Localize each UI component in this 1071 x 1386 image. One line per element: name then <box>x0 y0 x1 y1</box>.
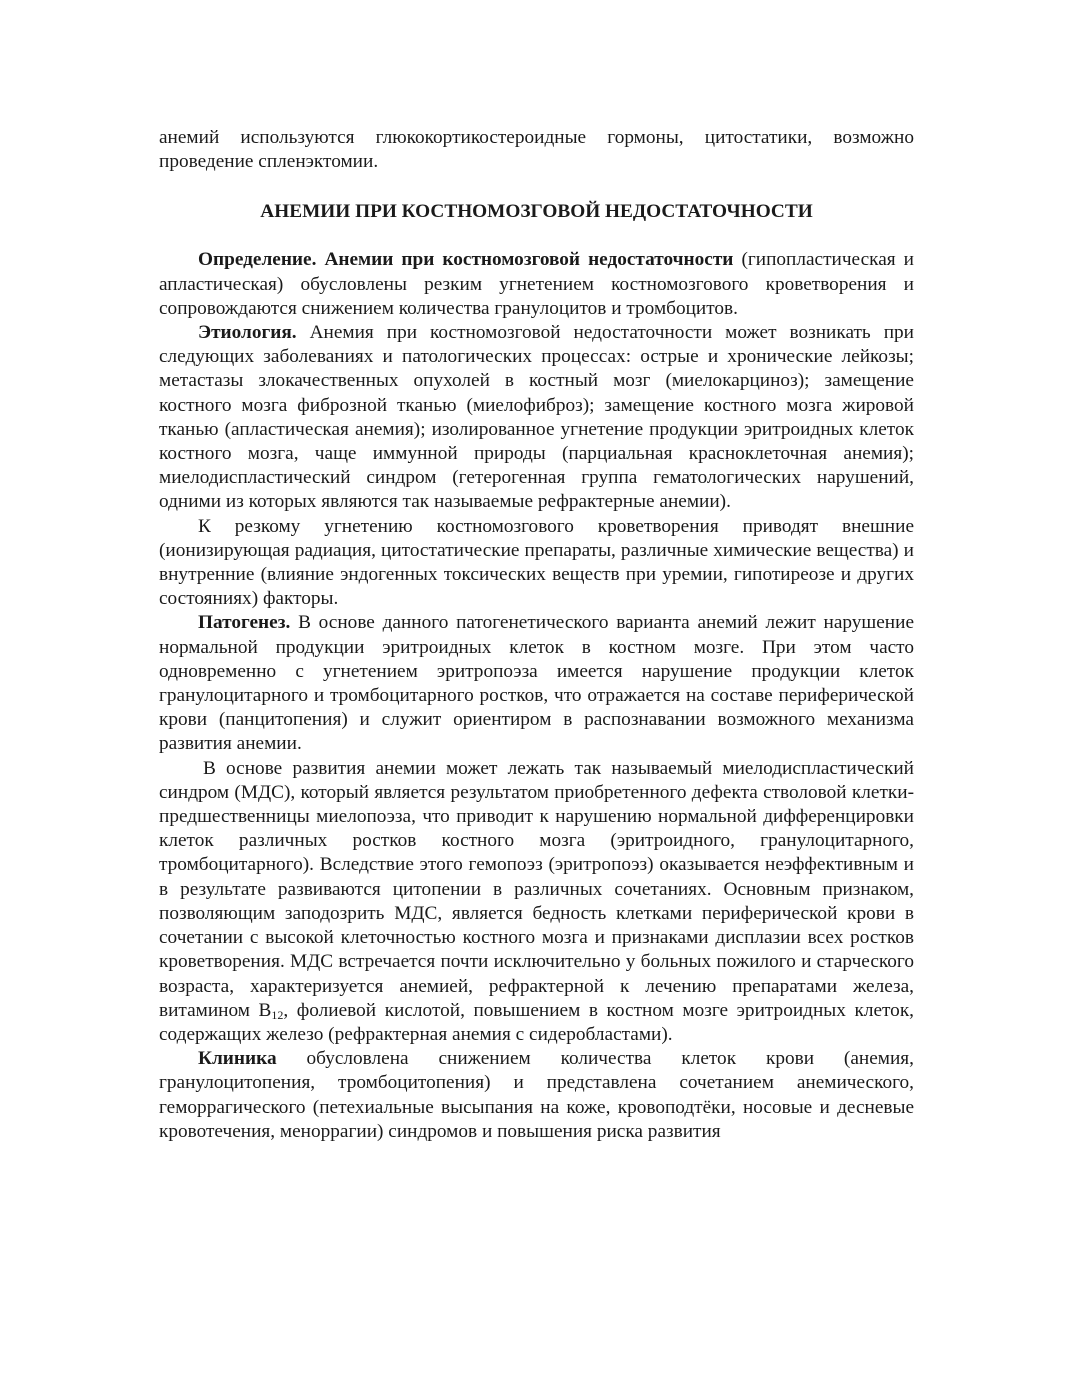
mds-text-after: , фолиевой кислотой, повышением в костном мозге эритроидных клеток, содержащих железо (рефрактерная анемия с сидеробластами). <box>159 999 915 1045</box>
document-page <box>159 126 914 1144</box>
etiology-label: Этиология. <box>198 322 297 344</box>
clinic-label: Клиника <box>198 1048 277 1070</box>
definition-paragraph <box>159 248 914 321</box>
section-heading: АНЕМИИ ПРИ КОСТНОМОЗГОВОЙ НЕДОСТАТОЧНОСТИ <box>260 201 813 223</box>
clinic-paragraph <box>159 1047 914 1144</box>
pathogenesis-label: Патогенез. <box>198 612 291 634</box>
etiology-text: Анемия при костномозговой недостаточности может возникать при следующих заболеваниях и патологических процессах: острые и хронические лейкозы; метастазы злокачественных опухолей в костный мозг (миелокарциноз); замещение костного мозга фиброзной тканью (миелофиброз); замещение костного мозга жировой тканью (апластическая анемия); изолированное угнетение продукции эритроидных клеток костного мозга, чаще иммунной природы (парциальная красноклеточная анемия); миелодиспластический синдром (гетерогенная группа гематологических нарушений, одними из которых являются так называемые рефрактерные анемии). <box>159 322 914 513</box>
definition-text: (гипопластическая и апластическая) обусловлены резким угнетением костномозгового кроветворения и сопровождаются снижением количества гранулоцитов и тромбоцитов. <box>159 249 914 319</box>
etiology-paragraph <box>159 321 914 515</box>
clinic-text: обусловлена снижением количества клеток крови (анемия, гранулоцитопения, тромбоцитопения) и представлена сочетанием анемического, геморрагического (петехиальные высыпания на коже, кровоподтёки, носовые и десневые кровотечения, меноррагии) синдромов и повышения риска развития <box>159 1048 914 1142</box>
mds-text-before: В основе развития анемии может лежать так называемый миелодиспластический синдром (МДС), который является результатом приобретенного дефекта стволовой клетки-предшественницы миелопоэза, что приводит к нарушению нормальной дифференцировки клеток различных ростков костного мозга (эритроидного, гранулоцитарного, тромбоцитарного). Вследствие этого гемопоэз (эритропоэз) оказывается неэффективным и в результате развиваются цитопении в различных сочетаниях. Основным признаком, позволяющим заподозрить МДС, является бедность клетками периферической крови в сочетании с высокой клеточностью костного мозга и признаками дисплазии всех ростков кроветворения. МДС встречается почти исключительно у больных пожилого и старческого возраста, характеризуется анемией, рефрактерной к лечению препаратами железа, витамином B <box>159 757 914 1021</box>
definition-label: Определение. Анемии при костномозговой недостаточности <box>198 249 734 271</box>
mds-subscript: 12 <box>271 1007 284 1022</box>
pathogenesis-paragraph <box>159 611 914 756</box>
pathogenesis-text: В основе данного патогенетического варианта анемий лежит нарушение нормальной продукции эритроидных клеток в костном мозге. При этом часто одновременно с угнетением эритропоэза имеется нарушение продукции клеток гранулоцитарного и тромбоцитарного ростков, что отражается на составе периферической крови (панцитопения) и служит ориентиром в распознавании возможного механизма развития анемии. <box>159 612 914 755</box>
factors-paragraph: К резкому угнетению костномозгового кроветворения приводят внешние (ионизирующая радиация, цитостатические препараты, различные химические вещества) и внутренние (влияние эндогенных токсических веществ при уремии, гипотиреозе и других состояниях) факторы. <box>159 515 914 610</box>
intro-paragraph: анемий используются глюкокортикостероидные гормоны, цитостатики, возможно проведение спленэктомии. <box>159 127 914 173</box>
mds-paragraph <box>159 757 914 1047</box>
